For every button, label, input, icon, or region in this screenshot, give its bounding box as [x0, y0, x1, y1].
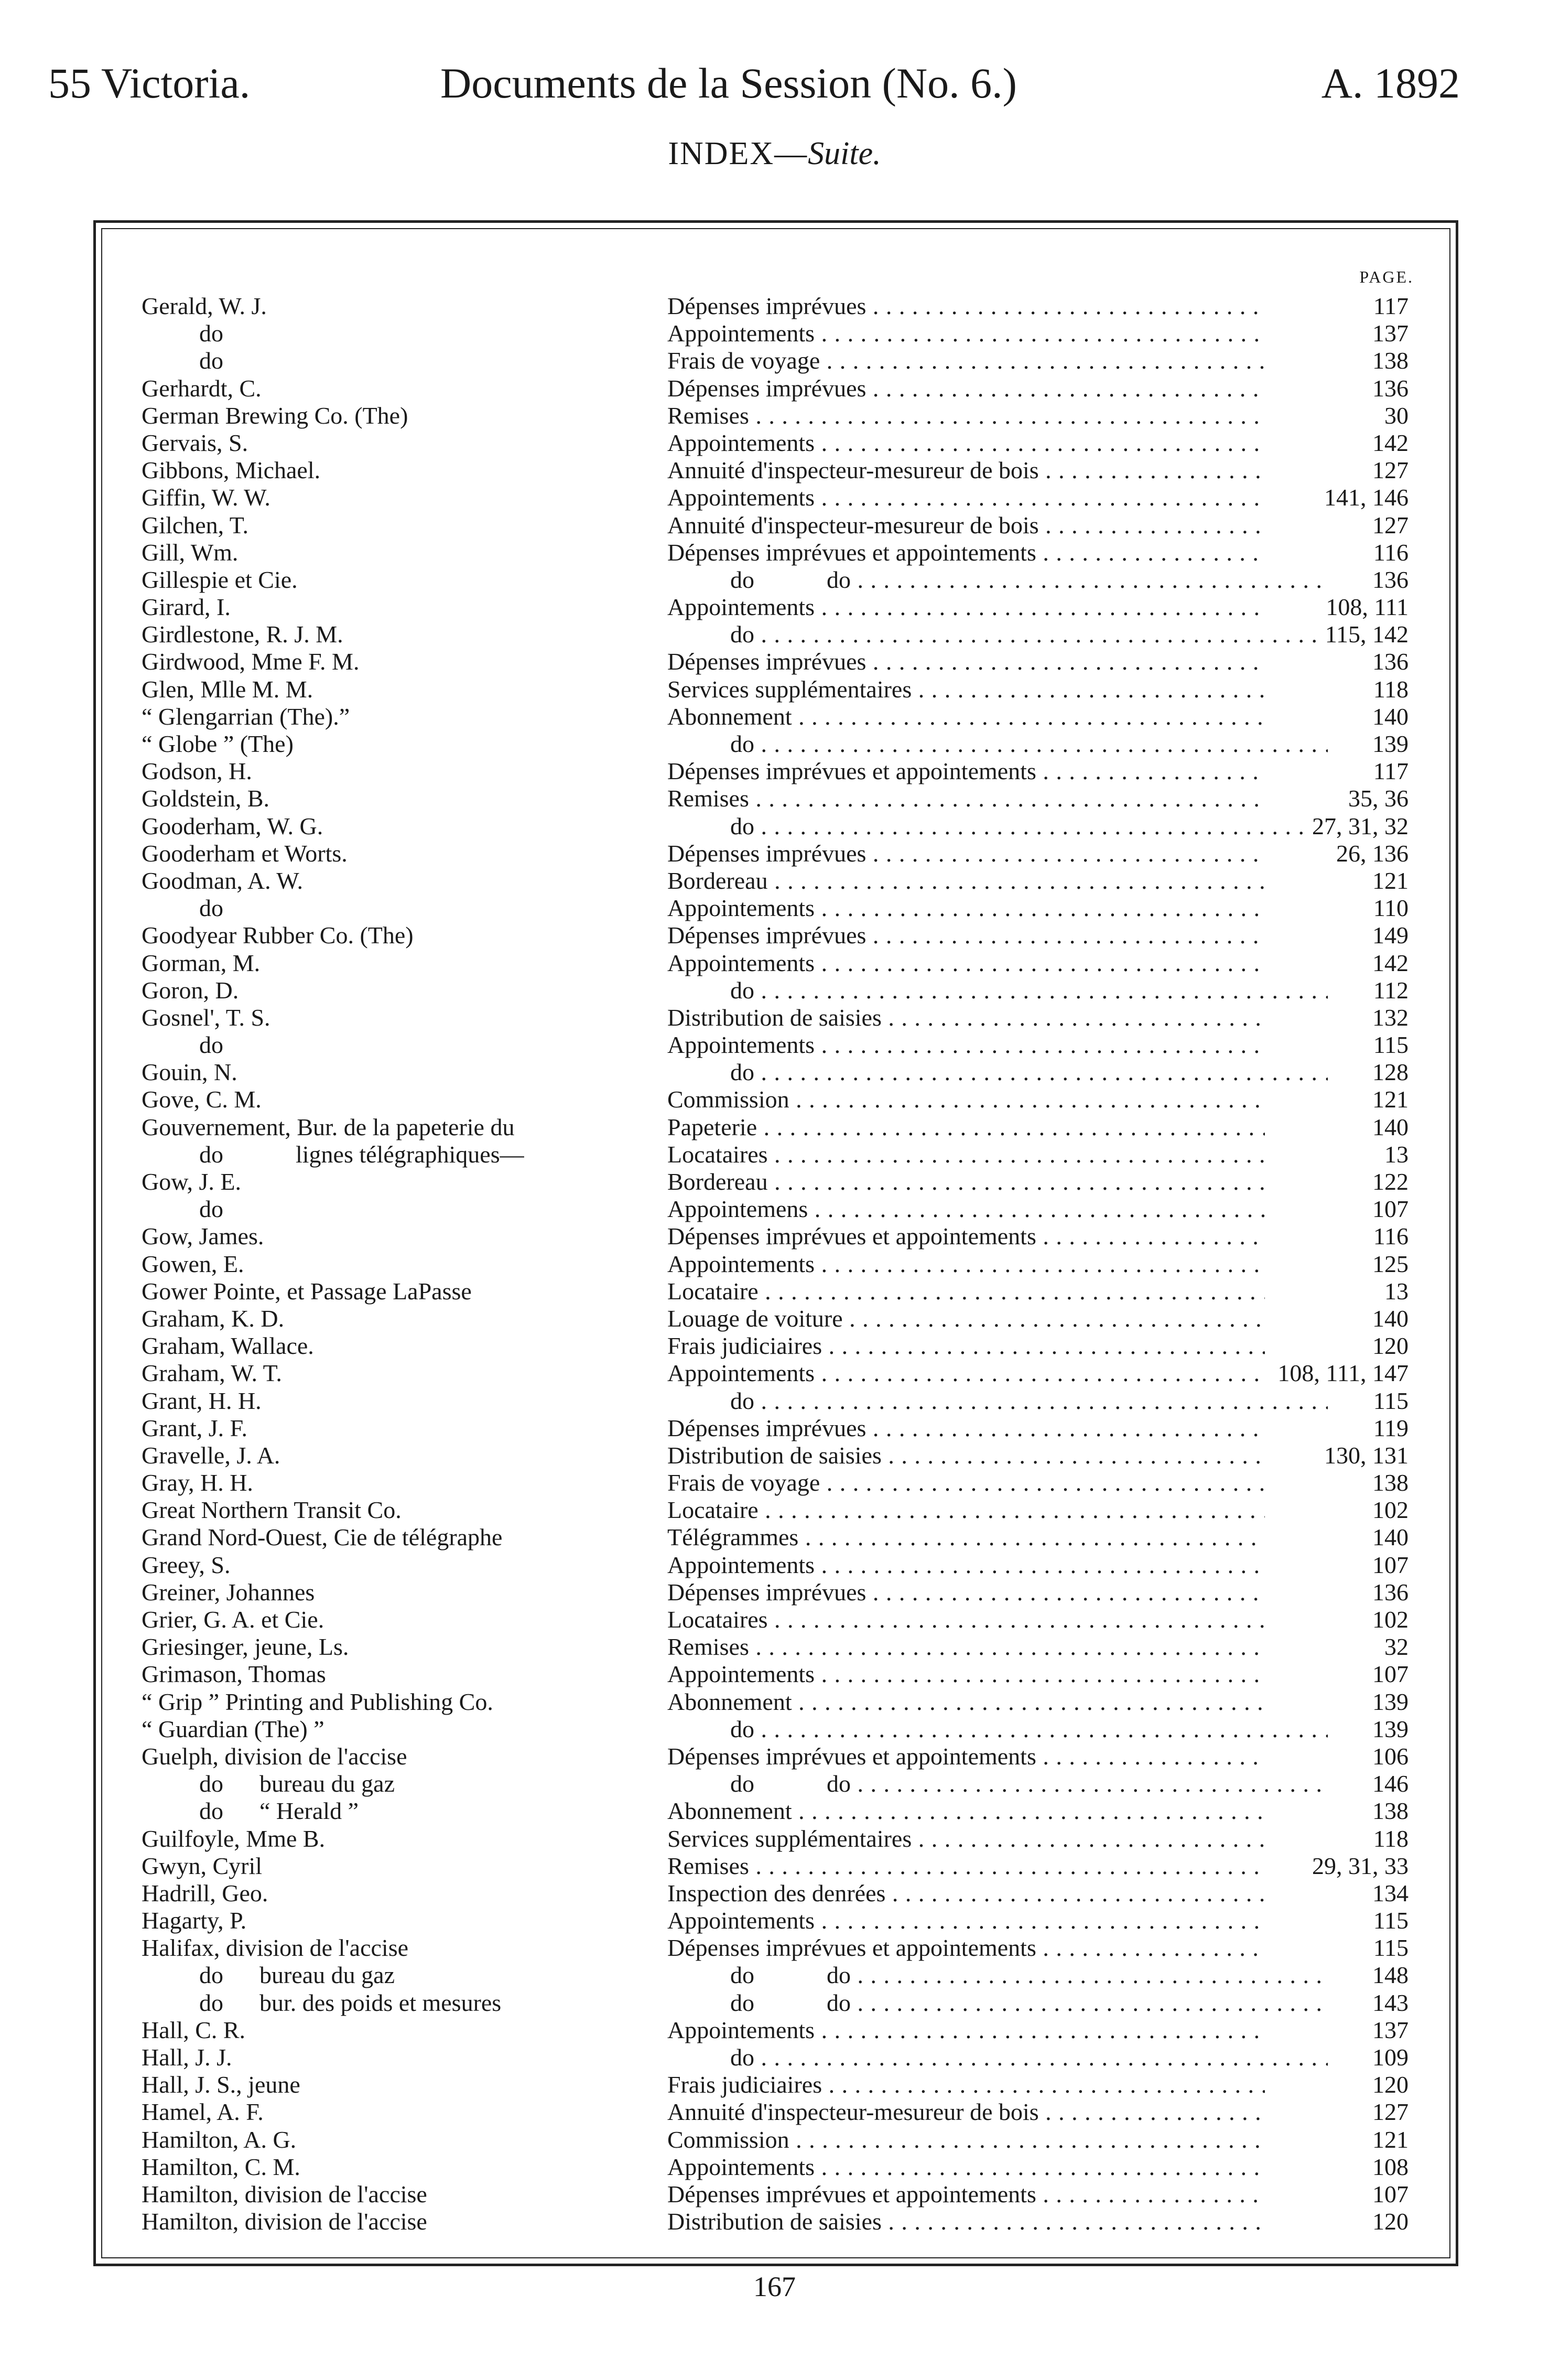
- entry-pages: 102: [1367, 1496, 1409, 1524]
- entry-description: Remises . . .: [667, 1853, 1265, 1880]
- entry-pages: 132: [1367, 1004, 1409, 1031]
- entry-pages: 142: [1367, 950, 1409, 977]
- entry-pages: 13: [1379, 1141, 1409, 1168]
- entry-pages: 107: [1367, 1196, 1409, 1223]
- entry-description: Appointements . . .: [667, 320, 1265, 347]
- entry-name: Gorman, M.: [142, 949, 261, 976]
- running-head-year: A. 1892: [1321, 59, 1460, 107]
- entry-description: Remises . . .: [667, 1633, 1265, 1661]
- entry-description: do . . .: [667, 1716, 1328, 1743]
- entry-description: Commission . . .: [667, 1086, 1265, 1113]
- index-row: [0, 1278, 1549, 1305]
- entry-pages: 118: [1368, 1825, 1409, 1853]
- index-row: [0, 785, 1549, 812]
- entry-description: Appointements . . .: [667, 1661, 1265, 1688]
- entry-description: do . . .: [667, 977, 1328, 1004]
- entry-pages: 137: [1367, 2017, 1409, 2044]
- entry-name: Girdlestone, R. J. M.: [142, 621, 343, 648]
- entry-pages: 32: [1379, 1633, 1409, 1661]
- index-row: [0, 840, 1549, 867]
- index-row: [0, 484, 1549, 511]
- index-row: [0, 648, 1549, 675]
- entry-description: Dépenses imprévues . . .: [667, 648, 1265, 675]
- index-row: [0, 2044, 1549, 2071]
- entry-description: Appointements . . .: [667, 1552, 1265, 1579]
- entry-pages: 141, 146: [1319, 484, 1409, 511]
- index-row: [0, 1196, 1549, 1223]
- entry-pages: 110: [1368, 895, 1409, 922]
- entry-description: Dépenses imprévues . . .: [667, 922, 1265, 949]
- entry-pages: 149: [1367, 922, 1409, 949]
- index-row: [0, 1168, 1549, 1196]
- entry-pages: 121: [1367, 1086, 1409, 1113]
- index-row: [0, 2153, 1549, 2181]
- entry-pages: 115, 142: [1320, 621, 1409, 648]
- index-row: [0, 1962, 1549, 1989]
- entry-name: Goodman, A. W.: [142, 867, 303, 894]
- entry-description: Annuité d'inspecteur-mesureur de bois . . .: [667, 457, 1265, 484]
- index-row: [0, 867, 1549, 895]
- index-row: [0, 895, 1549, 922]
- entry-name: Hamilton, A. G.: [142, 2126, 297, 2153]
- index-row: [0, 2126, 1549, 2153]
- entry-description: Appointements . . .: [667, 895, 1265, 922]
- entry-pages: 107: [1367, 2181, 1409, 2208]
- entry-pages: 127: [1367, 2098, 1409, 2126]
- index-row: [0, 1907, 1549, 1934]
- entry-description: Appointements . . .: [667, 1907, 1265, 1934]
- entry-description: Bordereau . . .: [667, 867, 1265, 895]
- index-row: [0, 429, 1549, 457]
- entry-name: do: [199, 1196, 223, 1223]
- index-row: [0, 1688, 1549, 1716]
- entry-name: Gosnel', T. S.: [142, 1004, 270, 1031]
- entry-description: Frais judiciaires . . .: [667, 2071, 1265, 2098]
- index-row: [0, 1989, 1549, 2017]
- entry-name: Griesinger, jeune, Ls.: [142, 1633, 349, 1661]
- entry-description: Distribution de saisies . . .: [667, 1442, 1265, 1469]
- entry-pages: 143: [1367, 1989, 1409, 2017]
- entry-description: Dépenses imprévues . . .: [667, 1579, 1265, 1606]
- entry-name: Gerhardt, C.: [142, 374, 262, 402]
- entry-name: Hamilton, division de l'accise: [142, 2208, 427, 2235]
- index-row: [0, 402, 1549, 429]
- entry-pages: 117: [1368, 758, 1409, 785]
- entry-description: Locataire . . .: [667, 1278, 1265, 1305]
- entry-description: Dépenses imprévues et appointements . . .: [667, 1743, 1265, 1770]
- index-row: [0, 293, 1549, 320]
- index-row: [0, 1797, 1549, 1825]
- index-row: [0, 2208, 1549, 2235]
- entry-name: Greiner, Johannes: [142, 1578, 315, 1606]
- entry-name: Gooderham et Worts.: [142, 839, 348, 867]
- entry-description: do . . .: [667, 2044, 1328, 2071]
- entry-description: Frais de voyage . . .: [667, 1469, 1265, 1496]
- entry-pages: 139: [1367, 1716, 1409, 1743]
- entry-description: do . . .: [667, 1059, 1328, 1086]
- index-row: [0, 1853, 1549, 1880]
- index-row: [0, 539, 1549, 566]
- entry-name: Graham, K. D.: [142, 1305, 285, 1332]
- entry-name: Guilfoyle, Mme B.: [142, 1825, 326, 1852]
- entry-pages: 30: [1379, 402, 1409, 429]
- entry-description: Appointements . . .: [667, 594, 1265, 621]
- entry-name: Girdwood, Mme F. M.: [142, 648, 360, 675]
- index-row: [0, 813, 1549, 840]
- entry-name: Girard, I.: [142, 594, 231, 621]
- entry-name: Goodyear Rubber Co. (The): [142, 922, 414, 949]
- entry-pages: 108: [1367, 2153, 1409, 2181]
- entry-description: Services supplémentaires . . .: [667, 1825, 1265, 1853]
- entry-description: Frais de voyage . . .: [667, 347, 1265, 374]
- index-row: [0, 1469, 1549, 1496]
- entry-name: “ Globe ” (The): [142, 730, 294, 757]
- entry-description: Abonnement . . .: [667, 703, 1265, 730]
- entry-name: Gillespie et Cie.: [142, 566, 298, 593]
- entry-name: Goldstein, B.: [142, 785, 270, 812]
- entry-description: do do . . .: [667, 1770, 1328, 1797]
- entry-name: Gouvernement, Bur. de la papeterie du: [142, 1113, 515, 1140]
- entry-name: Gowen, E.: [142, 1250, 244, 1277]
- entry-description: Dépenses imprévues . . .: [667, 1415, 1265, 1442]
- entry-name: Gill, Wm.: [142, 539, 239, 566]
- entry-pages: 115: [1368, 1387, 1409, 1415]
- entry-description: Annuité d'inspecteur-mesureur de bois . . .: [667, 2098, 1265, 2126]
- entry-pages: 136: [1367, 375, 1409, 402]
- index-row: [0, 347, 1549, 374]
- entry-name: Glen, Mlle M. M.: [142, 675, 313, 703]
- entry-name: Goron, D.: [142, 976, 239, 1004]
- index-row: [0, 1496, 1549, 1524]
- entry-name: do: [199, 1031, 223, 1059]
- entry-name: “ Glengarrian (The).”: [142, 703, 350, 730]
- entry-pages: 102: [1367, 1606, 1409, 1633]
- entry-name: do: [199, 895, 223, 922]
- index-row: [0, 1661, 1549, 1688]
- entry-description: Appointements . . .: [667, 1360, 1265, 1387]
- entry-pages: 139: [1367, 730, 1409, 758]
- entry-pages: 140: [1367, 1524, 1409, 1551]
- entry-name: Gouin, N.: [142, 1059, 237, 1086]
- entry-pages: 27, 31, 32: [1307, 813, 1409, 840]
- entry-name: Hamel, A. F.: [142, 2098, 264, 2126]
- entry-name: Gove, C. M.: [142, 1086, 262, 1113]
- entry-name: do: [199, 347, 223, 374]
- entry-description: Inspection des denrées . . .: [667, 1880, 1265, 1907]
- entry-name: do bur. des poids et mesures: [199, 1989, 502, 2016]
- entry-name: Graham, Wallace.: [142, 1332, 314, 1360]
- entry-pages: 125: [1367, 1251, 1409, 1278]
- entry-name: Gower Pointe, et Passage LaPasse: [142, 1277, 472, 1305]
- entry-pages: 148: [1367, 1962, 1409, 1989]
- entry-name: German Brewing Co. (The): [142, 402, 408, 429]
- entry-name: Grier, G. A. et Cie.: [142, 1606, 324, 1633]
- entry-pages: 112: [1368, 977, 1409, 1004]
- entry-description: Appointements . . .: [667, 484, 1265, 511]
- entry-description: Dépenses imprévues et appointements . . .: [667, 1223, 1265, 1250]
- index-row: [0, 1360, 1549, 1387]
- entry-pages: 127: [1367, 512, 1409, 539]
- entry-pages: 140: [1367, 1114, 1409, 1141]
- subtitle-main: INDEX—: [668, 136, 808, 171]
- entry-description: do . . .: [667, 813, 1328, 840]
- entry-pages: 122: [1367, 1168, 1409, 1196]
- entry-pages: 121: [1367, 867, 1409, 895]
- entry-description: Dépenses imprévues . . .: [667, 840, 1265, 867]
- index-row: [0, 1141, 1549, 1168]
- entry-name: do “ Herald ”: [199, 1797, 359, 1825]
- index-row: [0, 1552, 1549, 1579]
- entry-pages: 121: [1367, 2126, 1409, 2153]
- index-row: [0, 1579, 1549, 1606]
- entry-pages: 107: [1367, 1661, 1409, 1688]
- index-row: [0, 758, 1549, 785]
- entry-pages: 136: [1367, 1579, 1409, 1606]
- entry-pages: 138: [1367, 1797, 1409, 1825]
- index-row: [0, 703, 1549, 730]
- index-row: [0, 1251, 1549, 1278]
- index-row: [0, 1770, 1549, 1797]
- entry-pages: 134: [1367, 1880, 1409, 1907]
- entry-description: Remises . . .: [667, 402, 1265, 429]
- index-row: [0, 950, 1549, 977]
- entry-description: Locataires . . .: [667, 1606, 1265, 1633]
- index-row: [0, 977, 1549, 1004]
- entry-pages: 115: [1368, 1907, 1409, 1934]
- entry-description: Services supplémentaires . . .: [667, 676, 1265, 703]
- entry-name: Gravelle, J. A.: [142, 1441, 280, 1469]
- entry-description: Abonnement . . .: [667, 1797, 1265, 1825]
- entry-pages: 120: [1367, 2071, 1409, 2098]
- entry-pages: 108, 111: [1320, 594, 1409, 621]
- entry-name: Gow, James.: [142, 1223, 264, 1250]
- entry-name: “ Grip ” Printing and Publishing Co.: [142, 1688, 493, 1715]
- entry-description: Locataire . . .: [667, 1496, 1265, 1524]
- entry-name: “ Guardian (The) ”: [142, 1715, 324, 1742]
- entry-pages: 146: [1367, 1770, 1409, 1797]
- index-row: [0, 594, 1549, 621]
- entry-name: do: [199, 320, 223, 347]
- entry-description: Dépenses imprévues et appointements . . .: [667, 758, 1265, 785]
- running-head-volume: 55 Victoria.: [48, 59, 251, 107]
- entry-description: Appointemens . . .: [667, 1196, 1265, 1223]
- index-row: [0, 1716, 1549, 1743]
- entry-pages: 13: [1379, 1278, 1409, 1305]
- entry-name: Gray, H. H.: [142, 1469, 253, 1496]
- entry-pages: 127: [1367, 457, 1409, 484]
- entry-pages: 119: [1368, 1415, 1409, 1442]
- entry-name: Grant, J. F.: [142, 1414, 248, 1441]
- index-row: [0, 2017, 1549, 2044]
- entry-pages: 140: [1367, 1305, 1409, 1332]
- entry-description: Appointements . . .: [667, 2017, 1265, 2044]
- entry-description: Remises . . .: [667, 785, 1265, 812]
- entry-name: Greey, S.: [142, 1551, 231, 1578]
- entry-description: Dépenses imprévues et appointements . . .: [667, 2181, 1265, 2208]
- index-row: [0, 1387, 1549, 1415]
- entry-pages: 130, 131: [1319, 1442, 1409, 1469]
- entry-pages: 26, 136: [1331, 840, 1409, 867]
- entry-description: Dépenses imprévues et appointements . . .: [667, 539, 1265, 566]
- entry-name: do bureau du gaz: [199, 1770, 395, 1797]
- page-number: 167: [753, 2271, 796, 2302]
- entry-pages: 108, 111, 147: [1272, 1360, 1409, 1387]
- index-row: [0, 1606, 1549, 1633]
- entry-pages: 138: [1367, 347, 1409, 374]
- entry-name: Guelph, division de l'accise: [142, 1742, 407, 1770]
- entry-pages: 115: [1368, 1934, 1409, 1962]
- entry-description: Louage de voiture . . .: [667, 1305, 1265, 1332]
- index-row: [0, 320, 1549, 347]
- entry-pages: 116: [1368, 1223, 1409, 1250]
- entry-description: Dépenses imprévues . . .: [667, 293, 1265, 320]
- entry-name: Gibbons, Michael.: [142, 457, 321, 484]
- entry-description: do do . . .: [667, 566, 1328, 594]
- index-row: [0, 676, 1549, 703]
- index-row: [0, 621, 1549, 648]
- index-row: [0, 1223, 1549, 1250]
- entry-name: Gervais, S.: [142, 429, 248, 456]
- index-row: [0, 1114, 1549, 1141]
- index-row: [0, 1880, 1549, 1907]
- entry-description: Bordereau . . .: [667, 1168, 1265, 1196]
- entry-name: do lignes télégraphiques—: [199, 1140, 524, 1168]
- index-row: [0, 1524, 1549, 1551]
- index-row: [0, 512, 1549, 539]
- entry-name: Gilchen, T.: [142, 511, 248, 539]
- page-column-header: PAGE.: [1359, 267, 1414, 286]
- index-row: [0, 1442, 1549, 1469]
- entry-description: Appointements . . .: [667, 950, 1265, 977]
- index-row: [0, 1934, 1549, 1962]
- index-row: [0, 566, 1549, 594]
- index-row: [0, 457, 1549, 484]
- entry-description: Appointements . . .: [667, 429, 1265, 457]
- index-row: [0, 1031, 1549, 1059]
- entry-pages: 115: [1368, 1031, 1409, 1059]
- entry-name: Grimason, Thomas: [142, 1661, 326, 1688]
- entry-pages: 138: [1367, 1469, 1409, 1496]
- entry-name: Hadrill, Geo.: [142, 1879, 268, 1907]
- index-row: [0, 1743, 1549, 1770]
- entry-description: Dépenses imprévues . . .: [667, 375, 1265, 402]
- entry-name: Gwyn, Cyril: [142, 1852, 262, 1879]
- entry-pages: 29, 31, 33: [1307, 1853, 1409, 1880]
- index-row: [0, 2071, 1549, 2098]
- index-row: [0, 1633, 1549, 1661]
- entry-description: Locataires . . .: [667, 1141, 1265, 1168]
- index-row: [0, 1332, 1549, 1360]
- entry-name: Hagarty, P.: [142, 1907, 247, 1934]
- subtitle-italic: Suite.: [808, 136, 881, 171]
- entry-pages: 136: [1367, 566, 1409, 594]
- entry-description: do . . .: [667, 621, 1328, 648]
- index-row: [0, 1825, 1549, 1853]
- entry-pages: 136: [1367, 648, 1409, 675]
- entry-pages: 106: [1367, 1743, 1409, 1770]
- entry-description: Télégrammes . . .: [667, 1524, 1265, 1551]
- entry-name: Hamilton, division de l'accise: [142, 2180, 427, 2207]
- entry-description: Commission . . .: [667, 2126, 1265, 2153]
- index-row: [0, 1059, 1549, 1086]
- index-row: [0, 2181, 1549, 2208]
- entry-name: Halifax, division de l'accise: [142, 1934, 409, 1962]
- entry-pages: 120: [1367, 2208, 1409, 2235]
- entry-description: do do . . .: [667, 1962, 1328, 1989]
- entry-name: Hamilton, C. M.: [142, 2153, 300, 2180]
- entry-name: Gow, J. E.: [142, 1168, 241, 1195]
- index-row: [0, 1305, 1549, 1332]
- entry-description: Abonnement . . .: [667, 1688, 1265, 1716]
- entry-name: Grand Nord-Ouest, Cie de télégraphe: [142, 1524, 503, 1551]
- entry-pages: 128: [1367, 1059, 1409, 1086]
- index-rows: [0, 293, 1549, 2235]
- entry-pages: 142: [1367, 429, 1409, 457]
- entry-description: Dépenses imprévues et appointements . . .: [667, 1934, 1265, 1962]
- entry-pages: 120: [1367, 1332, 1409, 1360]
- entry-description: Distribution de saisies . . .: [667, 1004, 1265, 1031]
- entry-description: Appointements . . .: [667, 1251, 1265, 1278]
- entry-description: Papeterie . . .: [667, 1114, 1265, 1141]
- entry-description: Appointements . . .: [667, 2153, 1265, 2181]
- entry-description: Distribution de saisies . . .: [667, 2208, 1265, 2235]
- entry-pages: 118: [1368, 676, 1409, 703]
- entry-pages: 117: [1368, 293, 1409, 320]
- entry-name: Gooderham, W. G.: [142, 812, 323, 839]
- entry-name: Grant, H. H.: [142, 1387, 262, 1414]
- entry-pages: 116: [1368, 539, 1409, 566]
- entry-pages: 139: [1367, 1688, 1409, 1716]
- entry-name: Gerald, W. J.: [142, 293, 267, 319]
- entry-pages: 109: [1367, 2044, 1409, 2071]
- entry-description: do do . . .: [667, 1989, 1328, 2017]
- entry-description: Annuité d'inspecteur-mesureur de bois . . .: [667, 512, 1265, 539]
- entry-name: Giffin, W. W.: [142, 484, 270, 511]
- entry-description: Frais judiciaires . . .: [667, 1332, 1265, 1360]
- index-row: [0, 922, 1549, 949]
- entry-pages: 35, 36: [1343, 785, 1409, 812]
- index-row: [0, 1004, 1549, 1031]
- entry-name: Hall, J. S., jeune: [142, 2071, 300, 2098]
- entry-name: Hall, C. R.: [142, 2016, 246, 2043]
- entry-description: do . . .: [667, 730, 1328, 758]
- entry-name: do bureau du gaz: [199, 1962, 395, 1989]
- entry-description: Appointements . . .: [667, 1031, 1265, 1059]
- index-row: [0, 1086, 1549, 1113]
- entry-pages: 137: [1367, 320, 1409, 347]
- entry-pages: 140: [1367, 703, 1409, 730]
- entry-description: do . . .: [667, 1387, 1328, 1415]
- index-row: [0, 1415, 1549, 1442]
- index-subtitle: [0, 135, 1549, 173]
- entry-name: Great Northern Transit Co.: [142, 1496, 402, 1524]
- index-row: [0, 2098, 1549, 2126]
- index-row: [0, 730, 1549, 758]
- index-row: [0, 375, 1549, 402]
- entry-name: Godson, H.: [142, 758, 252, 785]
- entry-name: Hall, J. J.: [142, 2044, 232, 2071]
- entry-pages: 107: [1367, 1552, 1409, 1579]
- entry-name: Graham, W. T.: [142, 1360, 282, 1387]
- running-head-title: Documents de la Session (No. 6.): [440, 59, 1017, 107]
